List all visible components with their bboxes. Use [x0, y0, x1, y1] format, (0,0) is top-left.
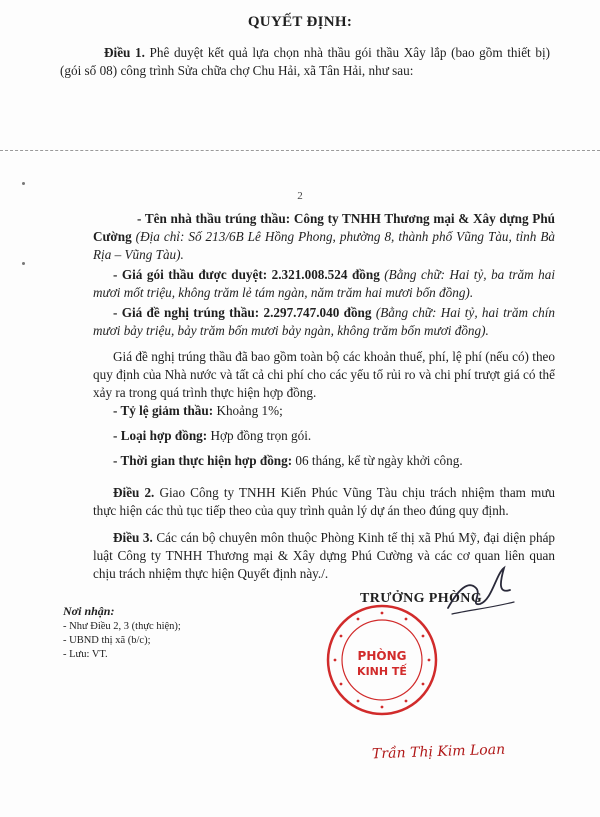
bid-price-label: - Giá đề nghị trúng thầu: [113, 305, 260, 320]
contract-type-value: Hợp đồng trọn gói. [210, 428, 312, 443]
signer-title: TRƯỞNG PHÒNG [360, 591, 483, 606]
signer-name: Trần Thị Kim Loan [371, 741, 506, 763]
recipient-item: - Lưu: VT. [63, 649, 108, 660]
discount-line [113, 402, 553, 420]
stamp-text: KINH TẾ [357, 665, 407, 678]
article-1-text: Phê duyệt kết quả lựa chọn nhà thầu gói thầu Xây lắp (bao gồm thiết bị) (gói số 08) công trình Sửa chữa chợ Chu Hải, xã Tân Hải, như sau: [60, 45, 550, 78]
winner-paragraph [93, 210, 555, 264]
page-2 [0, 152, 600, 817]
contract-type-line [113, 427, 553, 445]
page-number: 2 [297, 190, 303, 202]
bid-price-words: (Bằng chữ: Hai tỷ, hai trăm chín mươi bảy triệu, bảy trăm bốn mươi bảy ngàn, không trăm bốn mươi đồng). [93, 305, 556, 338]
article-3-label: Điều 3. [113, 530, 153, 545]
recipient-item: - UBND thị xã (b/c); [63, 635, 151, 646]
approved-price-label: - Giá gói thầu được duyệt: [113, 267, 268, 282]
duration-line [113, 452, 553, 470]
bid-price-paragraph [93, 304, 555, 340]
winner-name: Công ty TNHH Thương mại & Xây dựng Phú Cường [93, 211, 556, 244]
scan-dot [22, 182, 25, 185]
bid-price-value: 2.297.747.040 đồng [263, 305, 372, 320]
recipient-item: - Như Điều 2, 3 (thực hiện); [63, 621, 181, 632]
recipients-title: Nơi nhận: [63, 604, 115, 618]
handwritten-signature [440, 560, 520, 620]
duration-value: 06 tháng, kể từ ngày khởi công. [295, 453, 463, 468]
stamp-text: PHÒNG [357, 649, 407, 663]
scan-dot [22, 262, 25, 265]
discount-value: Khoảng 1%; [216, 403, 283, 418]
page-1-fragment [0, 0, 600, 151]
discount-label: - Tỷ lệ giảm thầu: [113, 403, 214, 418]
duration-label: - Thời gian thực hiện hợp đồng: [113, 453, 293, 468]
approved-price-words: (Bằng chữ: Hai tỷ, ba trăm hai mươi mốt triệu, không trăm lẻ tám ngàn, năm trăm hai mươi bốn đồng). [93, 267, 555, 300]
official-stamp [322, 600, 442, 720]
winner-address: (Địa chỉ: Số 213/6B Lê Hồng Phong, phường 8, thành phố Vũng Tàu, tỉnh Bà Rịa – Vũng Tàu). [93, 229, 555, 262]
article-2-text: Giao Công ty TNHH Kiến Phúc Vũng Tàu chịu trách nhiệm tham mưu thực hiện các thủ tục tiếp theo của quy trình quản lý dự án theo đúng quy định. [93, 485, 556, 518]
contract-type-label: - Loại hợp đồng: [113, 428, 208, 443]
article-3-text: Các cán bộ chuyên môn thuộc Phòng Kinh tế thị xã Phú Mỹ, đại diện pháp luật Công ty TNHH Thương mại & Xây dựng Phú Cường và các cơ quan liên quan chịu trách nhiệm thực hiện Quyết định này./. [93, 530, 556, 581]
article-1-paragraph [60, 44, 550, 80]
approved-price-value: 2.321.008.524 đồng [271, 267, 380, 282]
winner-label: - Tên nhà thầu trúng thầu: [137, 211, 291, 226]
article-2-label: Điều 2. [113, 485, 155, 500]
article-2-paragraph [93, 484, 555, 520]
bid-price-note: Giá đề nghị trúng thầu đã bao gồm toàn bộ các khoản thuế, phí, lệ phí (nếu có) theo quy định của Nhà nước và tất cả chi phí cho các yếu tố rủi ro và chi phí trượt giá có thể xảy ra trong quá trình thực hiện hợp đồng. [93, 349, 555, 400]
approved-price-paragraph [93, 266, 555, 302]
decision-heading: QUYẾT ĐỊNH: [247, 14, 353, 30]
article-1-label: Điều 1. [104, 45, 145, 60]
